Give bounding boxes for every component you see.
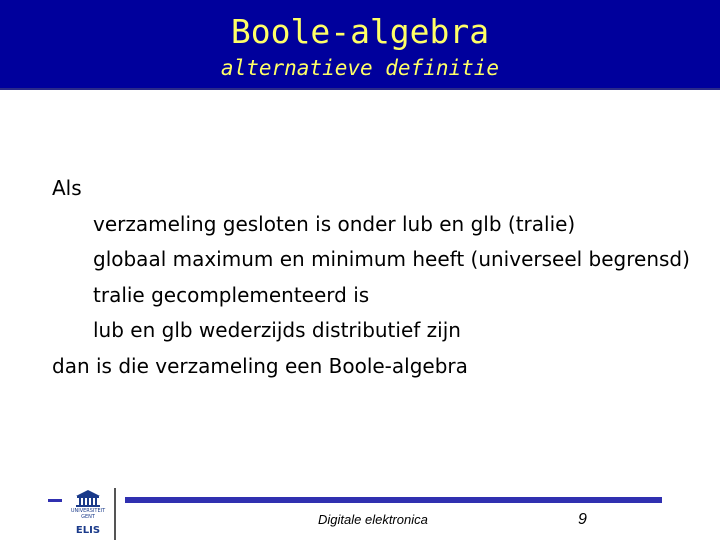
footer-rule-left (48, 499, 62, 502)
logo-elis: ELIS (75, 525, 101, 536)
footer-rule (125, 497, 662, 503)
logo-university-name: UNIVERSITEIT GENT (70, 508, 106, 520)
condition-closed-lattice: verzameling gesloten is onder lub en glb (tralie) (93, 212, 576, 236)
conclusion: dan is die verzameling een Boole-algebra (52, 354, 468, 378)
condition-distributive: lub en glb wederzijds distributief zijn (93, 318, 461, 342)
condition-complemented: tralie gecomplementeerd is (93, 283, 370, 307)
condition-bounded: globaal maximum en minimum heeft (universeel begrensd) (93, 247, 690, 271)
slide-subtitle: alternatieve definitie (220, 56, 500, 80)
university-logo (64, 488, 116, 540)
page-number: 9 (578, 511, 587, 528)
university-building-icon (64, 488, 112, 508)
condition-intro: Als (52, 176, 82, 200)
slide-title: Boole-algebra (230, 12, 490, 51)
footer-course: Digitale elektronica (318, 512, 428, 527)
title-bar (0, 0, 720, 90)
